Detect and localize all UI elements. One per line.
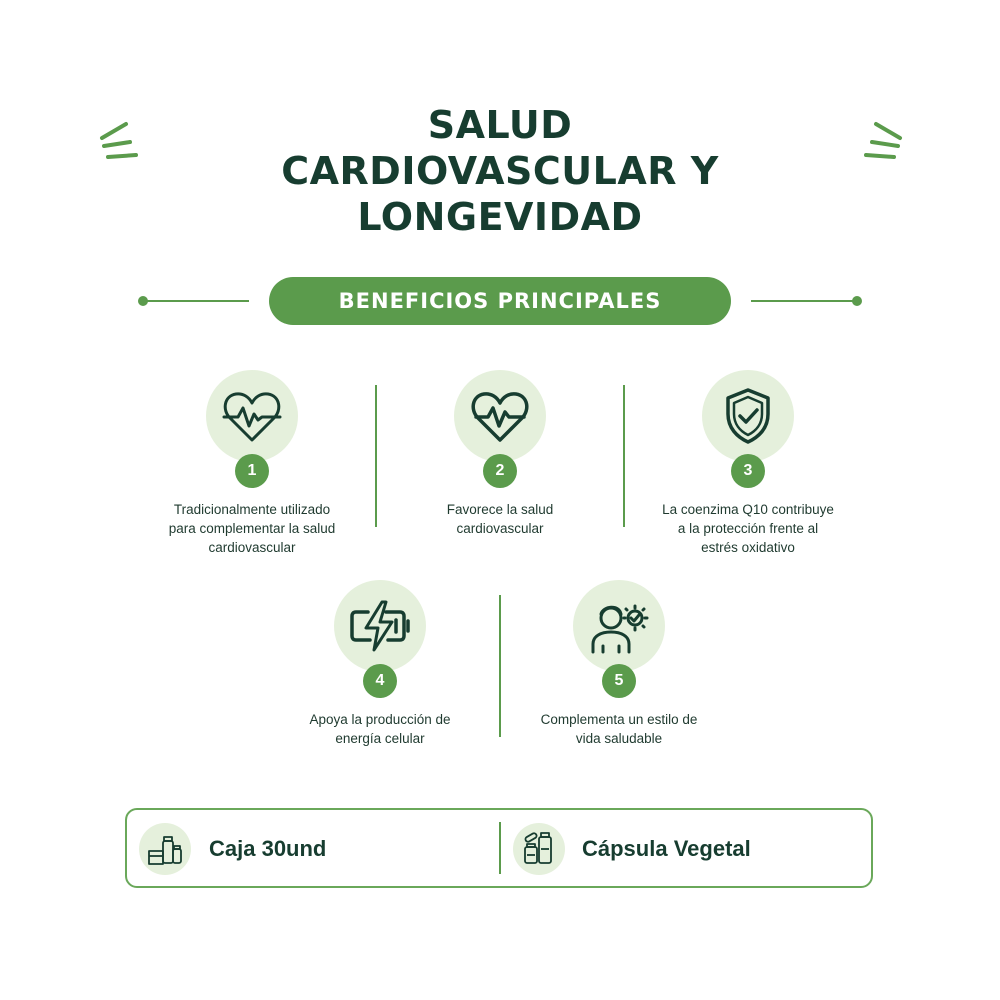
benefit-1-line-2: para complementar la salud: [168, 521, 336, 536]
benefit-2-icon-circle: [454, 370, 546, 462]
benefit-5-icon-circle: [573, 580, 665, 672]
title-line-2: CARDIOVASCULAR Y: [281, 149, 719, 193]
benefit-2-line-1: Favorece la salud: [446, 502, 554, 517]
benefit-3-line-1: La coenzima Q10 contribuye: [662, 502, 834, 517]
benefit-3-line-2: a la protección frente al: [677, 521, 819, 536]
right-line-dot: [852, 296, 862, 306]
right-divider-line: [751, 300, 857, 302]
benefit-2-line-2: cardiovascular: [456, 521, 544, 536]
title-line-1: SALUD: [427, 103, 573, 147]
product-info-box: [125, 808, 873, 888]
product-1-icon-circle: [139, 823, 191, 875]
benefit-5: [519, 580, 719, 748]
left-spark-decoration: [96, 118, 144, 166]
benefit-4-line-1: Apoya la producción de: [309, 712, 451, 727]
product-divider: [499, 822, 501, 874]
capsule-bottles-icon: [519, 829, 559, 869]
benefit-1-icon-circle: [206, 370, 298, 462]
left-divider-line: [143, 300, 249, 302]
benefit-1: [152, 370, 352, 557]
heart-pulse-icon: [220, 384, 284, 448]
healthy-person-icon: [587, 594, 651, 658]
benefit-4-icon-circle: [334, 580, 426, 672]
benefit-3: [648, 370, 848, 557]
benefit-1-text: [152, 500, 352, 557]
section-label: BENEFICIOS PRINCIPALES: [269, 277, 731, 325]
benefit-divider-1: [375, 385, 377, 527]
benefit-2-number: 2: [483, 454, 517, 488]
benefit-4-number: 4: [363, 664, 397, 698]
benefit-5-line-1: Complementa un estilo de: [540, 712, 698, 727]
benefit-divider-2: [623, 385, 625, 527]
battery-charge-icon: [348, 594, 412, 658]
product-2-label: Cápsula Vegetal: [582, 836, 751, 861]
benefit-2: [400, 370, 600, 538]
right-spark-decoration: [858, 118, 906, 166]
product-1-label: Caja 30und: [209, 836, 327, 861]
benefit-3-number: 3: [731, 454, 765, 488]
shield-check-icon: [716, 384, 780, 448]
benefit-4-text: [280, 710, 480, 748]
benefit-divider-3: [499, 595, 501, 737]
benefit-4: [280, 580, 480, 748]
benefit-3-text: [648, 500, 848, 557]
benefit-5-number: 5: [602, 664, 636, 698]
benefit-5-text: [519, 710, 719, 748]
benefit-4-line-2: energía celular: [335, 731, 425, 746]
benefit-3-line-3: estrés oxidativo: [701, 540, 795, 555]
title-line-3: LONGEVIDAD: [357, 195, 643, 239]
box-bottles-icon: [145, 829, 185, 869]
benefit-1-number: 1: [235, 454, 269, 488]
benefit-5-line-2: vida saludable: [575, 731, 663, 746]
benefit-2-text: [400, 500, 600, 538]
benefit-1-line-3: cardiovascular: [208, 540, 296, 555]
product-2-icon-circle: [513, 823, 565, 875]
heart-beat-icon: [468, 384, 532, 448]
page-title: [200, 102, 800, 240]
benefit-1-line-1: Tradicionalmente utilizado: [173, 502, 331, 517]
benefit-3-icon-circle: [702, 370, 794, 462]
